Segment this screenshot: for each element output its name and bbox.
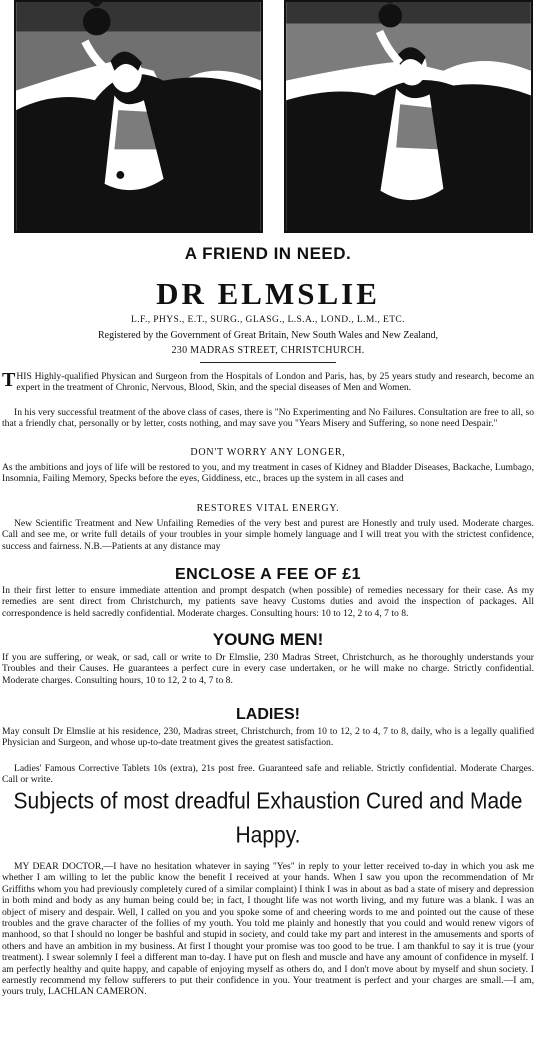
doctor-name: DR ELMSLIE (156, 276, 380, 311)
ladies-paragraph: May consult Dr Elmslie at his residence, 230, Madras street, Christchurch, from 10 to 12, 2 to 4, 7 to 8, daily, who is a legally qualified Physician and Surgeon, and whose up-to-date treatment gives the greatest satisfaction. (2, 726, 534, 749)
testimonial-heading-line2: Happy. (235, 822, 301, 849)
address-line: 230 MADRAS STREET, CHRISTCHURCH. (171, 345, 365, 356)
woodcut-illustration-left (14, 0, 263, 233)
intro-paragraph (2, 371, 534, 407)
drop-cap: T (2, 371, 16, 391)
heading-enclose-fee: ENCLOSE A FEE OF £1 (174, 566, 362, 583)
corrective-tablets-paragraph: Ladies' Famous Corrective Tablets 10s (extra), 21s post free. Guaranteed safe and reliable. Strictly confidential. Moderate Charges. Call or write. (2, 763, 534, 786)
woman-with-sun-illustration (286, 2, 531, 231)
heading-young-men: YOUNG MEN! (212, 630, 324, 649)
vital-energy-paragraph: New Scientific Treatment and New Unfailing Remedies of the very best and purest are Honestly and truly used. Moderate charges. Call and see me, or write full details of your troubles in your simple homely language and I will treat you with the strictest confidence, success and fairness. N.B.—Patients at any distance may (2, 518, 534, 552)
testimonial-heading-line1: Subjects of most dreadful Exhaustion Cured and Made (13, 788, 523, 815)
heading-restores-vital-energy: RESTORES VITAL ENERGY. (196, 503, 340, 514)
heading-ladies: LADIES! (236, 706, 300, 723)
fee-paragraph: In their first letter to ensure immediate attention and prompt despatch (when possible) of remedies necessary for their case. As my remedies are sent direct from Christchurch, my patients save heavy Customs duties and avoid the inspection of packages. All correspondence is held sacredly confidential. Moderate charges. Consulting hours: 10 to 12, 2 to 4, 7 to 8. (2, 585, 534, 619)
intro-text: HIS Highly-qualified Physican and Surgeon from the Hospitals of London and Paris, has, by 25 years study and research, become an expert in the treatment of Chronic, Nervous, Blood, Skin, and the special diseases of Men and Women. (16, 371, 534, 394)
headline-a-friend-in-need: A FRIEND IN NEED. (184, 244, 352, 263)
woodcut-illustration-right (284, 0, 533, 233)
worry-paragraph: As the ambitions and joys of life will be restored to you, and my treatment in cases of Kidney and Bladder Diseases, Backache, Lumbago, Insomnia, Failing Memory, Specks before the eyes, Giddiness, etc., braces up the system in all cases and (2, 462, 534, 485)
testimonial-letter: MY DEAR DOCTOR,—I have no hesitation whatever in saying "Yes" in reply to your letter received to-day in which you ask me whether I am willing to let the public know the benefit I received at your hands. When I saw you upon the recommendation of Mr Griffiths whom you had previously completely cured of a similar complaint) I think I was in about as bad a state of misery and depression in both mind and body as any human being could be; in fact, I thought life was not worth living, and my future was a blank. I was an object of misery and despair. Well, I called on you and you spoke some of and cheering words to me and pointed out the cause of these troubles and the grave character of the follies of my youth. You told me plainly and honestly that you could and would renew vigors of manhood, so that I should no longer be bashful and stupid in society, and could take my part and interest in the amusements and sports of others and have an ambition in my business. At first I thought your promise was too good to be true. I am thankful to say it is true (your treatment). I swear solemnly I feel a different man to-day. I have put on flesh and muscle and have any amount of confidence in myself. I am perfectly healthy and quite happy, and capable of enjoying myself as others do, and I don't move about by myself and shun society. I earnestly recommend my fellow sufferers to put their confidence in you. Your treatment is perfect and your charges are small.—I am, yours truly, LACHLAN CAMERON. (2, 861, 534, 998)
no-experimenting-paragraph: In his very successful treatment of the above class of cases, there is "No Experimenting and No Failures. Consultation are free to all, so that a friendly chat, personally or by letter, costs nothing, and may save you "Years Misery and Suffering, so none need Despair." (2, 407, 534, 430)
divider-rule (200, 362, 336, 363)
heading-dont-worry: DON'T WORRY ANY LONGER, (190, 447, 346, 458)
woman-with-sun-illustration (16, 2, 261, 231)
registration-line: Registered by the Government of Great Britain, New South Wales and New Zealand, (97, 330, 439, 341)
credentials-line: L.F., PHYS., E.T., SURG., GLASG., L.S.A., LOND., L.M., ETC. (131, 315, 405, 325)
young-men-paragraph: If you are suffering, or weak, or sad, call or write to Dr Elmslie, 230 Madras Street, Christchurch, as he thoroughly understands your Troubles and their Causes. He guarantees a perfect cure in every case undertaken, or he will make no charge. Strictly confidential. Moderate charges. Consulting hours, 10 to 12, 2 to 4, 7 to 8. (2, 652, 534, 686)
